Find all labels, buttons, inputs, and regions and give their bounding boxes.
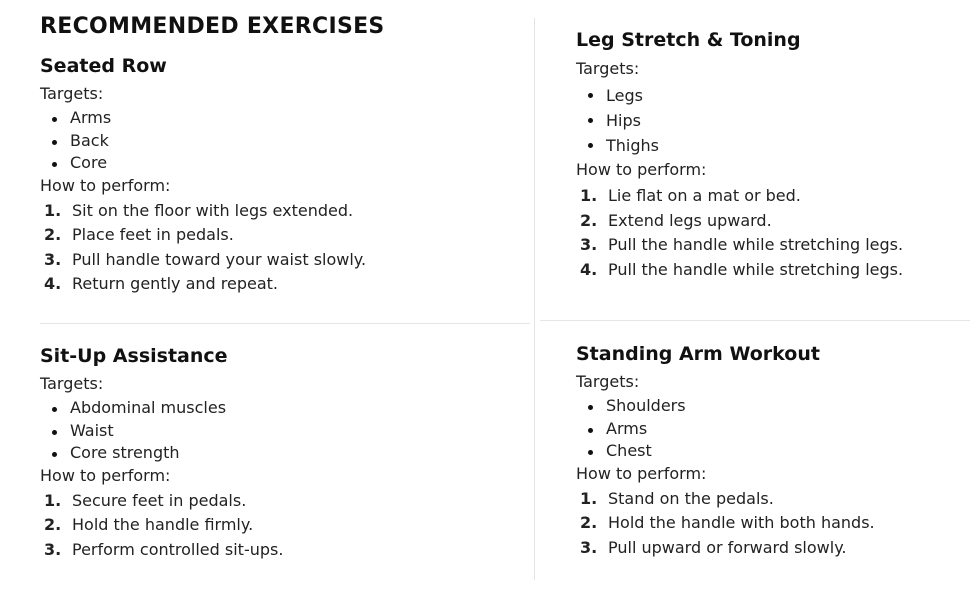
- step-text: Return gently and repeat.: [72, 274, 279, 293]
- step-text: Pull the handle while stretching legs.: [608, 235, 904, 254]
- step-number: 2.: [44, 225, 62, 244]
- step-text: Lie flat on a mat or bed.: [608, 186, 801, 205]
- step-text: Stand on the pedals.: [608, 488, 774, 508]
- target-item: Core strength: [40, 442, 520, 465]
- targets-list: [576, 395, 966, 463]
- target-item: Core: [40, 152, 520, 175]
- step-number: 1.: [580, 186, 598, 205]
- howto-label: How to perform:: [40, 175, 171, 195]
- target-item: Shoulders: [576, 395, 966, 418]
- horizontal-divider-right: [540, 320, 970, 321]
- targets-label: Targets:: [40, 374, 104, 393]
- target-item: Thighs: [576, 133, 966, 158]
- targets-label: Targets:: [576, 372, 640, 391]
- howto-label: How to perform:: [576, 463, 707, 483]
- step-text: Pull handle toward your waist slowly.: [72, 249, 367, 269]
- howto-label: How to perform:: [40, 465, 171, 485]
- step-item: [576, 258, 966, 283]
- step-item: [576, 511, 966, 536]
- step-text: Place feet in pedals.: [72, 225, 234, 244]
- step-number: 1.: [44, 200, 62, 220]
- page-title: RECOMMENDED EXERCISES: [40, 14, 385, 39]
- targets-list: [576, 83, 966, 158]
- targets-list: [40, 397, 520, 465]
- steps-list: [40, 489, 520, 563]
- exercise-card-leg-stretch: [576, 29, 966, 282]
- step-number: 3.: [44, 249, 62, 269]
- exercise-card-standing-arm: [576, 343, 966, 560]
- step-text: Extend legs upward.: [608, 210, 772, 230]
- horizontal-divider-left: [40, 323, 530, 324]
- step-text: Perform controlled sit-ups.: [72, 539, 284, 559]
- step-text: Pull the handle while stretching legs.: [608, 259, 904, 279]
- steps-list: [576, 487, 966, 561]
- target-item: Hips: [576, 108, 966, 133]
- step-item: [40, 513, 520, 538]
- howto-label: How to perform:: [576, 160, 707, 179]
- exercise-heading: Standing Arm Workout: [576, 343, 820, 365]
- target-item: Waist: [40, 420, 520, 443]
- exercise-heading: Sit-Up Assistance: [40, 345, 228, 367]
- step-item: [40, 199, 520, 224]
- step-text: Sit on the floor with legs extended.: [72, 200, 354, 220]
- target-item: Chest: [576, 440, 966, 463]
- target-item: Legs: [576, 83, 966, 108]
- step-item: [576, 209, 966, 234]
- exercise-card-seated-row: [40, 55, 520, 297]
- step-text: Secure feet in pedals.: [72, 490, 247, 510]
- exercise-heading: Seated Row: [40, 55, 167, 77]
- step-text: Hold the handle firmly.: [72, 515, 254, 534]
- target-item: Abdominal muscles: [40, 397, 520, 420]
- step-item: [576, 487, 966, 512]
- step-item: [40, 248, 520, 273]
- target-item: Arms: [40, 107, 520, 130]
- step-item: [40, 489, 520, 514]
- step-item: [40, 223, 520, 248]
- step-text: Hold the handle with both hands.: [608, 513, 875, 532]
- targets-list: [40, 107, 520, 175]
- step-number: 4.: [44, 274, 62, 293]
- step-number: 1.: [44, 490, 62, 510]
- step-number: 3.: [44, 539, 62, 559]
- step-text: Pull upward or forward slowly.: [608, 537, 847, 557]
- step-item: [40, 538, 520, 563]
- vertical-divider: [534, 18, 535, 580]
- exercise-card-sit-up: [40, 345, 520, 562]
- step-number: 2.: [580, 210, 598, 230]
- steps-list: [576, 184, 966, 282]
- step-number: 2.: [44, 515, 62, 534]
- step-item: [576, 184, 966, 209]
- step-item: [40, 272, 520, 297]
- step-number: 2.: [580, 513, 598, 532]
- step-number: 3.: [580, 537, 598, 557]
- step-number: 3.: [580, 235, 598, 254]
- steps-list: [40, 199, 520, 297]
- target-item: Arms: [576, 418, 966, 441]
- step-number: 4.: [580, 259, 598, 279]
- targets-label: Targets:: [576, 59, 640, 78]
- targets-label: Targets:: [40, 84, 104, 103]
- target-item: Back: [40, 130, 520, 153]
- step-item: [576, 233, 966, 258]
- step-item: [576, 536, 966, 561]
- step-number: 1.: [580, 488, 598, 508]
- exercise-heading: Leg Stretch & Toning: [576, 29, 801, 51]
